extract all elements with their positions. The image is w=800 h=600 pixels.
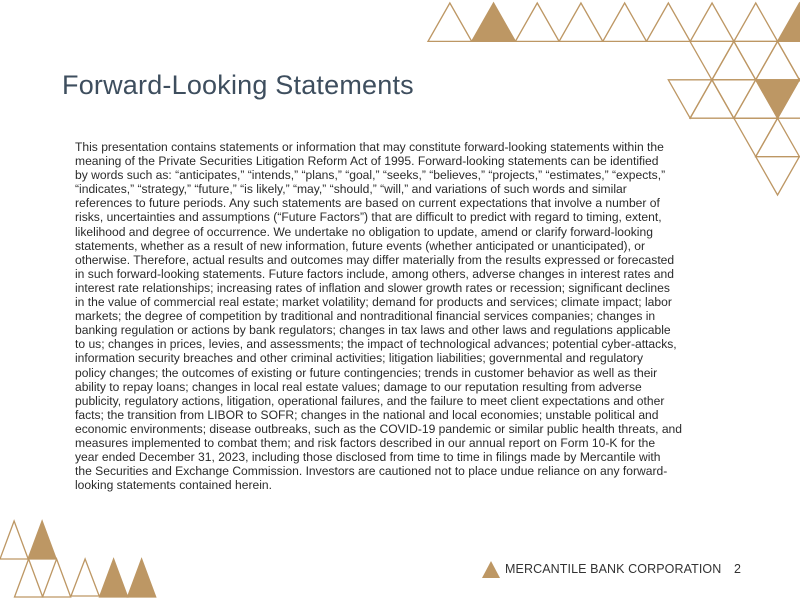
body-line: by words such as: “anticipates,” “intends,” “plans,” “goal,” “seeks,” “believes,” “projects,” “estimates,” “expects,” bbox=[75, 168, 666, 183]
outline-triangle-shape bbox=[0, 521, 28, 559]
body-line: ability to repay loans; changes in local real estate values; damage to our reputation resulting from adverse bbox=[75, 379, 642, 394]
outline-triangle-shape bbox=[43, 559, 71, 597]
outline-triangle-shape bbox=[690, 41, 734, 79]
body-line: the Securities and Exchange Commission. Investors are cautioned not to place undue reliance on any forward- bbox=[75, 464, 668, 479]
company-name: MERCANTILE BANK CORPORATION bbox=[505, 562, 722, 576]
body-line: markets; the degree of competition by traditional and nontraditional financial services companies; changes in bbox=[75, 309, 656, 324]
outline-triangle-shape bbox=[690, 3, 734, 41]
body-line: policy changes; the outcomes of existing or future contingencies; trends in customer behavior as well as their bbox=[75, 365, 658, 380]
body-line: interest rate relationships; increasing rates of inflation and slower growth rates or recession; significant declines bbox=[75, 280, 670, 295]
outline-triangle-shape bbox=[756, 157, 800, 195]
outline-triangle-shape bbox=[734, 3, 778, 41]
body-line: This presentation contains statements or information that may constitute forward-looking statements within the bbox=[75, 140, 664, 154]
outline-triangle-shape bbox=[647, 3, 691, 41]
filled-triangle-shape bbox=[778, 3, 800, 41]
page-number: 2 bbox=[734, 562, 741, 576]
body-line: measures implemented to combat them; and risk factors described in our annual report on Form 10-K for the bbox=[75, 435, 656, 450]
outline-triangle-shape bbox=[515, 3, 559, 41]
outline-triangle-shape bbox=[15, 559, 43, 597]
outline-triangle-shape bbox=[428, 3, 472, 41]
outline-triangle-shape bbox=[756, 118, 800, 156]
filled-triangle-shape bbox=[472, 3, 516, 41]
body-line: in such forward-looking statements. Future factors include, among others, adverse changes in interest rates and bbox=[75, 266, 674, 281]
outline-triangle-shape bbox=[734, 118, 778, 156]
body-line: risks, uncertainties and assumptions (“Future Factors”) that are difficult to predict with regard to timing, extent, bbox=[75, 210, 662, 225]
body-line: economic environments; disease outbreaks, such as the COVID-19 pandemic or similar public health threats, and bbox=[75, 421, 683, 436]
outline-triangle-shape bbox=[603, 3, 647, 41]
body-line: information security breaches and other criminal activities; litigation liabilities; governmental and regulatory bbox=[75, 351, 644, 366]
filled-triangle-shape bbox=[100, 559, 128, 597]
body-line: otherwise. Therefore, actual results and outcomes may differ materially from the results expressed or forecasted bbox=[75, 252, 675, 267]
filled-triangle-shape bbox=[128, 559, 156, 597]
outline-triangle-shape bbox=[734, 41, 778, 79]
body-line: statements, whether as a result of new information, future events (whether anticipated or unanticipated), or bbox=[75, 238, 646, 253]
outline-triangle-shape bbox=[712, 80, 756, 118]
body-line: looking statements contained herein. bbox=[75, 478, 272, 493]
outline-triangle-shape bbox=[712, 41, 756, 79]
body-line: meaning of the Private Securities Litigation Reform Act of 1995. Forward-looking statements can be identified bbox=[75, 154, 659, 169]
body-line: facts; the transition from LIBOR to SOFR; changes in the national and local economies; unstable political and bbox=[75, 407, 659, 422]
outline-triangle-shape bbox=[690, 80, 734, 118]
gold-triangle-icon bbox=[482, 561, 502, 579]
body-line: to us; changes in prices, levies, and assessments; the impact of technological advances; potential cyber-attacks, bbox=[75, 337, 677, 352]
outline-triangle-shape bbox=[668, 80, 712, 118]
filled-triangle-shape bbox=[756, 80, 800, 118]
page-title: Forward-Looking Statements bbox=[62, 70, 414, 100]
body-line: banking regulation or actions by bank regulators; changes in tax laws and other laws and regulations applicable bbox=[75, 323, 671, 338]
outline-triangle-shape bbox=[756, 41, 800, 79]
body-line: publicity, regulatory actions, litigation, operational failures, and the failure to meet client expectations and other bbox=[75, 393, 665, 408]
forward-looking-statement-text bbox=[75, 140, 682, 492]
body-line: likelihood and degree of occurrence. We undertake no obligation to update, amend or clarify forward-looking bbox=[75, 224, 653, 239]
outline-triangle-shape bbox=[559, 3, 603, 41]
body-line: references to future periods. Any such statements are based on current expectations that involve a number of bbox=[75, 196, 660, 211]
outline-triangle-shape bbox=[71, 559, 99, 596]
body-line: year ended December 31, 2023, including those disclosed from time to time in filings made by Mercantile with bbox=[75, 450, 661, 465]
filled-triangle-shape bbox=[28, 521, 56, 559]
body-line: in the value of commercial real estate; market volatility; demand for products and services; climate impact; labor bbox=[75, 295, 672, 310]
body-line: “indicates,” “strategy,” “future,” “is likely,” “may,” “should,” “will,” and variations of such words and similar bbox=[75, 182, 627, 197]
